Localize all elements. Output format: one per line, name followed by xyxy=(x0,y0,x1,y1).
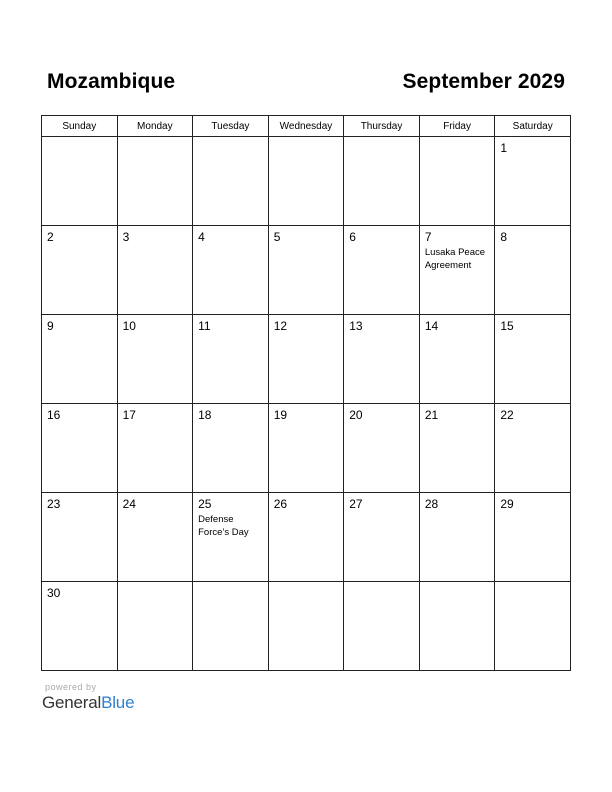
day-cell xyxy=(42,493,118,582)
weekday-saturday: Saturday xyxy=(495,116,571,137)
day-number: 14 xyxy=(424,319,439,333)
country-title: Mozambique xyxy=(47,70,176,93)
day-cell xyxy=(117,137,193,226)
week-row xyxy=(42,404,571,493)
day-number: 13 xyxy=(349,319,363,333)
day-cell xyxy=(117,404,193,493)
day-number: 5 xyxy=(273,230,281,244)
logo-text-blue: Blue xyxy=(101,693,135,712)
weekday-monday: Monday xyxy=(117,116,193,137)
day-cell xyxy=(344,404,420,493)
day-number: 29 xyxy=(500,497,514,511)
day-cell xyxy=(42,226,118,315)
weekday-sunday: Sunday xyxy=(42,116,118,137)
month-year-title: September 2029 xyxy=(402,70,565,93)
week-row xyxy=(42,582,571,671)
day-cell xyxy=(42,315,118,404)
day-cell xyxy=(42,404,118,493)
powered-by-text: powered by xyxy=(45,682,97,692)
day-cell xyxy=(495,226,571,315)
day-cell xyxy=(495,404,571,493)
weekday-thursday: Thursday xyxy=(344,116,420,137)
day-cell xyxy=(344,493,420,582)
day-cell xyxy=(419,137,495,226)
day-cell xyxy=(419,315,495,404)
day-number: 17 xyxy=(122,408,136,422)
weekday-header-row xyxy=(42,116,571,137)
day-cell xyxy=(193,315,269,404)
day-number: 18 xyxy=(198,408,212,422)
week-row xyxy=(42,315,571,404)
day-cell xyxy=(117,226,193,315)
day-cell xyxy=(495,315,571,404)
week-row xyxy=(42,493,571,582)
day-cell xyxy=(419,493,495,582)
day-cell xyxy=(193,404,269,493)
day-cell xyxy=(419,226,495,315)
day-number: 25 xyxy=(198,497,212,511)
day-number: 27 xyxy=(349,497,363,511)
day-cell xyxy=(495,137,571,226)
day-number: 8 xyxy=(500,230,508,244)
day-number: 23 xyxy=(47,497,61,511)
weekday-friday: Friday xyxy=(419,116,495,137)
generalblue-logo[interactable] xyxy=(42,693,134,713)
holiday-label: Defense Force’s Day xyxy=(198,514,249,538)
day-cell xyxy=(419,582,495,671)
week-row xyxy=(42,226,571,315)
day-cell xyxy=(268,137,344,226)
footer-branding xyxy=(42,682,134,713)
day-number: 22 xyxy=(500,408,514,422)
day-number: 15 xyxy=(500,319,514,333)
holiday-label: Lusaka Peace Agreement xyxy=(424,247,486,271)
day-cell xyxy=(344,582,420,671)
day-number: 11 xyxy=(198,319,211,333)
day-number: 12 xyxy=(273,319,288,333)
day-number: 2 xyxy=(47,230,54,244)
day-number: 1 xyxy=(500,141,508,155)
day-cell xyxy=(268,493,344,582)
day-cell xyxy=(344,315,420,404)
day-cell xyxy=(344,137,420,226)
week-row xyxy=(42,137,571,226)
weekday-tuesday: Tuesday xyxy=(193,116,269,137)
day-number: 26 xyxy=(273,497,288,511)
day-cell xyxy=(117,493,193,582)
day-number: 28 xyxy=(424,497,439,511)
day-cell xyxy=(495,493,571,582)
day-cell xyxy=(419,404,495,493)
day-cell xyxy=(344,226,420,315)
day-cell xyxy=(268,404,344,493)
logo-text-general: General xyxy=(42,693,102,712)
day-number: 9 xyxy=(47,319,54,333)
day-number: 21 xyxy=(424,408,439,422)
calendar-grid xyxy=(41,115,571,671)
day-number: 10 xyxy=(122,319,136,333)
day-cell xyxy=(193,226,269,315)
day-number: 16 xyxy=(47,408,61,422)
day-cell xyxy=(42,582,118,671)
day-number: 7 xyxy=(424,230,432,244)
day-cell xyxy=(268,226,344,315)
day-number: 4 xyxy=(198,230,205,244)
day-number: 20 xyxy=(349,408,363,422)
day-cell xyxy=(268,315,344,404)
day-cell xyxy=(193,493,269,582)
day-number: 19 xyxy=(273,408,288,422)
weekday-wednesday: Wednesday xyxy=(268,116,344,137)
day-number: 30 xyxy=(47,586,61,600)
day-cell xyxy=(268,582,344,671)
day-number: 24 xyxy=(122,497,136,511)
day-cell xyxy=(117,582,193,671)
day-number: 3 xyxy=(122,230,130,244)
day-cell xyxy=(42,137,118,226)
day-number: 6 xyxy=(349,230,356,244)
day-cell xyxy=(495,582,571,671)
day-cell xyxy=(117,315,193,404)
day-cell xyxy=(193,137,269,226)
day-cell xyxy=(193,582,269,671)
